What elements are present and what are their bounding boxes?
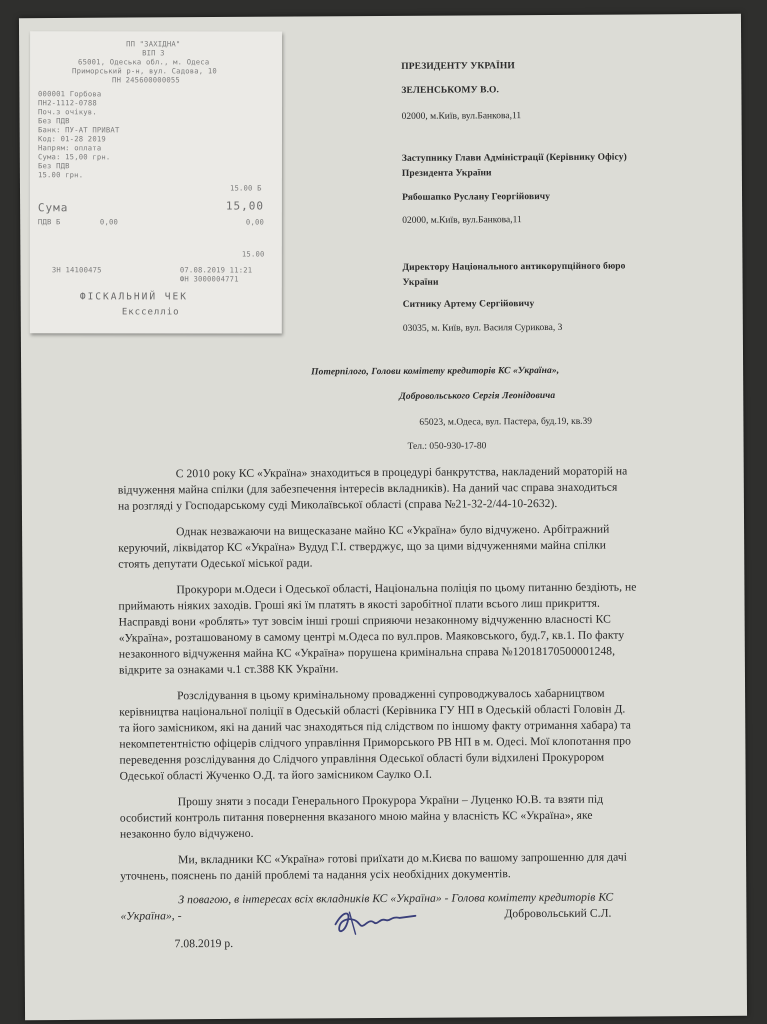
body-line: Ми, вкладники КС «Україна» готові приїхати до м.Києва по вашому запрошенню для дачі [178, 850, 628, 867]
receipt-line: 0,00 [245, 217, 265, 227]
body-line: уточнень, пояснень по даній проблемі та надання усіх необхідних документів. [120, 867, 511, 883]
receipt-line: Приморський р-н, вул. Садова, 10 [72, 66, 217, 76]
deputy-address: 02000, м.Київ, вул.Банкова,11 [402, 215, 522, 226]
nabu-address: 03035, м. Київ, вул. Василя Сурикова, 3 [402, 322, 563, 334]
body-line: особистий контроль питання повернення вказаного мною майна у власність КС «Україна», яке [119, 808, 593, 825]
receipt-line: 15.00 Б [229, 183, 262, 193]
receipt-line: Без ПДВ [37, 161, 70, 171]
body-line: Насправді вони «роблять» тут зовсім інші гроші сприяючи незаконному відчуженню власності КС [118, 612, 611, 629]
receipt-line: ФН 3000004771 [179, 274, 239, 284]
body-line: «Україна», розташованому в самому центрі м.Одеса по вул.пров. Маяковського, буд.7, кв.1. По факту [118, 628, 625, 645]
sender-address: 65023, м.Одеса, вул. Пастера, буд.19, кв.39 [419, 416, 593, 428]
document-page [19, 14, 747, 1020]
receipt-line: 15.00 [241, 249, 265, 259]
fiscal-receipt [30, 31, 282, 333]
body-line: та його замісником, які на даний час знаходяться під слідством по іншому факту отримання хабара) та [119, 718, 631, 735]
receipt-line: ВІП 3 [142, 48, 165, 58]
receipt-line: ЗН 14100475 [51, 265, 102, 275]
body-line: стоять депутати Одеської міської ради. [118, 556, 313, 571]
receipt-line: 07.08.2019 11:21 [179, 265, 253, 275]
receipt-line: Сума: 15,00 грн. [37, 152, 111, 162]
body-line: керівництва національної поліції в Одеській області (Керівника ГУ НП в Одеській області Головін Д. [119, 702, 626, 719]
body-line: на розгляді у Господарському суді Миколаївської області (справа №21-32-2/44-10-2632). [117, 496, 558, 513]
receipt-line: ПДВ Б [37, 217, 61, 227]
receipt-line: ПН2-1112-0788 [38, 98, 97, 108]
document-date: 7.08.2019 р. [174, 936, 234, 951]
deputy-title-line2: Президента України [401, 168, 492, 179]
body-line: відчуження майна спілки (для забезпечення інтересів вкладників). На даний час справа знаходиться [117, 480, 618, 497]
president-address: 02000, м.Київ, вул.Банкова,11 [401, 111, 522, 122]
nabu-title-line2: України [402, 277, 439, 288]
body-line: Прокурори м.Одеси і Одеської області, Національна поліція по цьому питанню бездіють, не [176, 580, 637, 597]
deputy-name: Рябошапко Руслану Георгійовичу [402, 191, 551, 203]
body-line: відкрите за ознаками ч.1 ст.388 КК України. [118, 662, 339, 677]
signer-name: Добровольський С.Л. [504, 906, 612, 921]
president-title: ПРЕЗИДЕНТУ УКРАЇНИ [401, 61, 515, 72]
body-line: переведення розслідування до Слідчого управління Одеської області були відхилені Прокурором [119, 750, 605, 767]
body-line: незаконно було відчужено. [119, 826, 254, 841]
nabu-title-line1: Директору Національного антикорупційного бюро [402, 261, 626, 273]
body-line: незаконного відчуження майна КС «Україна» порушена кримінальна справа №12018170500001248, [118, 644, 616, 661]
body-line: приймають ніяких заходів. Гроші які їм платять в якості заробітної плати всього лиш прикриття. [118, 596, 601, 613]
receipt-line: ПН 245600000055 [112, 75, 180, 85]
receipt-line: ПП "ЗАХІДНА" [126, 39, 181, 49]
receipt-line: 15.00 грн. [37, 170, 84, 180]
sender-phone: Тел.: 050-930-17-80 [407, 441, 487, 452]
body-line: Однак незважаючи на вищесказане майно КС «Україна» було відчужено. Арбітражний [176, 522, 610, 539]
body-line: Розслідування в цьому кримінальному провадженні супроводжувалось хабарництвом [177, 686, 605, 703]
receipt-total-value: 15,00 [225, 199, 265, 213]
handwritten-signature [329, 904, 419, 941]
receipt-total-label: Сума [37, 201, 69, 215]
receipt-line: Поч.з очікув. [38, 107, 97, 117]
receipt-line: Банк: ПУ-АТ ПРИВАТ [37, 125, 120, 135]
president-name: ЗЕЛЕНСЬКОМУ В.О. [401, 85, 500, 96]
receipt-line: Напрям: оплата [37, 143, 102, 153]
body-line: керуючий, ліквідатор КС «Україна» Вудуд Г.І. стверджує, що за цими відчуженнями майна спілки [118, 538, 607, 555]
body-line: некомпетентністю офіцерів слідчого управління Приморського РВ НП в м. Одесі. Мої клопотання про [119, 734, 632, 751]
deputy-title-line1: Заступнику Глави Адміністрації (Керівнику Офісу) [401, 152, 627, 164]
closing-line-left: «Україна», - [120, 909, 182, 923]
nabu-name: Ситнику Артему Сергійовичу [402, 299, 535, 310]
closing-line: З повагою, в інтересах всіх вкладників КС «Україна» - Голова комітету кредиторів КС [178, 890, 614, 907]
body-line: Одеської області Жученко О.Д. та його замісником Саулко О.І. [119, 767, 432, 783]
sender-title: Потерпілого, Голови комітету кредиторів КС «Україна», [311, 365, 560, 378]
receipt-fiscal-title: ФІСКАЛЬНИЙ ЧЕК [79, 291, 188, 303]
receipt-brand: Ексселліо [121, 307, 180, 318]
body-line: С 2010 року КС «Україна» знаходиться в процедурі банкрутства, накладений мораторій на [175, 464, 628, 481]
body-line: Прошу зняти з посади Генерального Прокурора України – Луценко Ю.В. та взяти під [177, 792, 604, 809]
receipt-line: 65001, Одеська обл., м. Одеса [78, 57, 210, 67]
receipt-line: 0,00 [99, 217, 119, 227]
sender-name: Добровольського Сергія Леонідовича [399, 390, 556, 402]
receipt-line: Код: 01-28 2019 [37, 134, 106, 144]
receipt-line: Без ПДВ [38, 116, 70, 126]
receipt-line: 000001 Горбова [38, 89, 102, 99]
